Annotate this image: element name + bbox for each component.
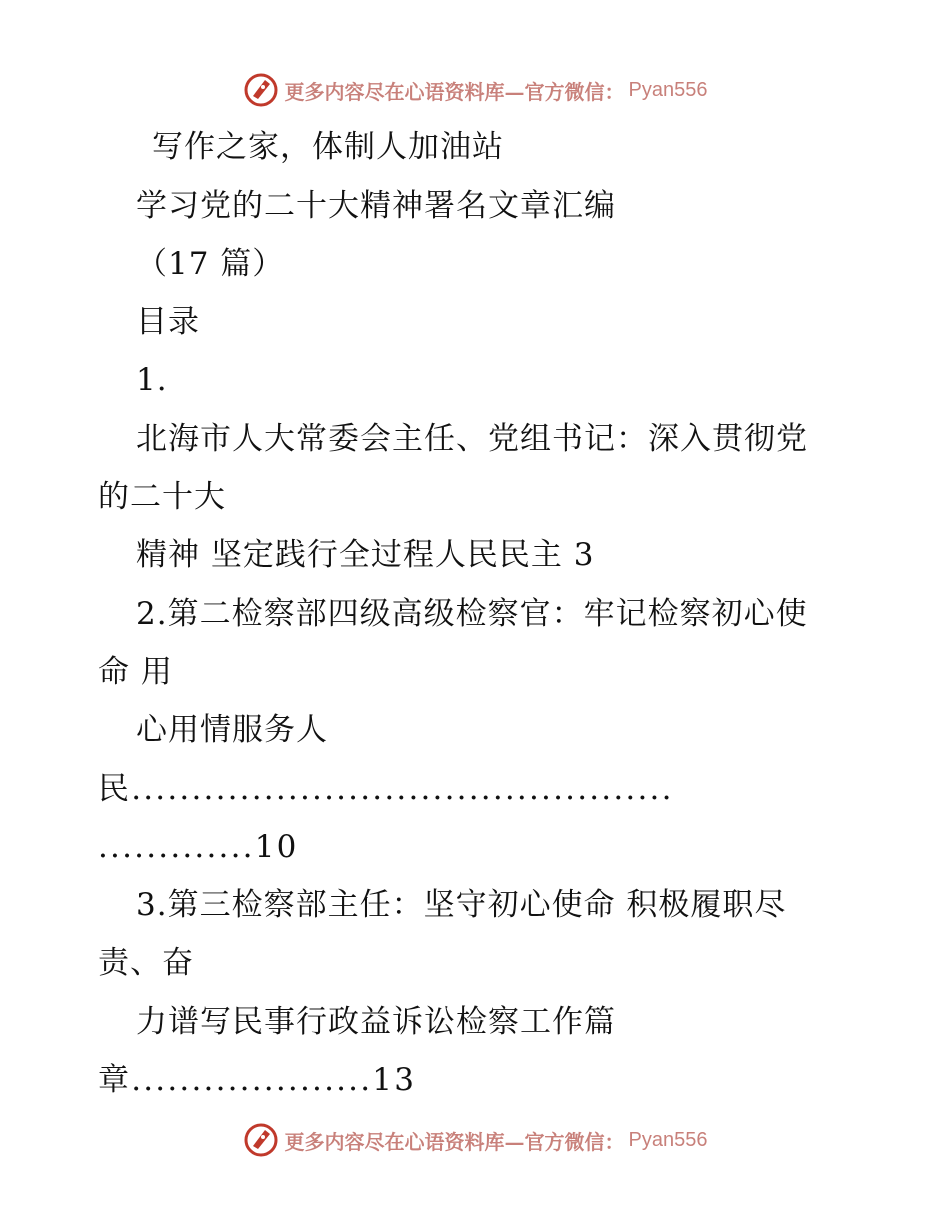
toc-entry-1-line2: 的二十大: [98, 479, 226, 515]
watermark-text: 更多内容尽在心语资料库—官方微信：: [284, 1129, 625, 1154]
toc-entry-2-line3: 心用情服务人: [136, 712, 328, 748]
toc-entry-3-line1: 3.第三检察部主任：坚守初心使命 积极履职尽: [136, 887, 787, 923]
watermark-id: Pyan556: [628, 78, 708, 101]
toc-entry-2-line1: 2.第二检察部四级高级检察官：牢记检察初心使: [136, 596, 808, 632]
toc-entry-2-line2: 命 用: [98, 654, 173, 690]
toc-heading: 目录: [136, 304, 200, 340]
watermark-banner-bottom: [0, 1120, 950, 1160]
toc-entry-1-line3: 精神 坚定践行全过程人民民主 3: [136, 537, 595, 573]
toc-entry-2-line5: .............10: [98, 829, 299, 865]
header-line: 写作之家，体制人加油站: [152, 129, 504, 165]
document-title: 学习党的二十大精神署名文章汇编: [136, 188, 616, 224]
toc-entry-3-line4: 章....................13: [98, 1062, 417, 1098]
toc-entry-3-line2: 责、奋: [98, 945, 194, 981]
pen-nib-logo-icon: [243, 1122, 279, 1158]
toc-entry-1-number: 1.: [136, 362, 168, 398]
watermark-banner-top: [0, 70, 950, 110]
toc-entry-3-line3: 力谱写民事行政益诉讼检察工作篇: [136, 1004, 616, 1040]
pen-nib-logo-icon: [243, 72, 279, 108]
toc-entry-1-line1: 北海市人大常委会主任、党组书记：深入贯彻党: [136, 421, 808, 457]
watermark-text: 更多内容尽在心语资料库—官方微信：: [284, 79, 625, 104]
article-count: （17 篇）: [136, 246, 285, 282]
toc-entry-2-line4: 民.............................................: [98, 771, 674, 807]
watermark-id: Pyan556: [628, 1128, 708, 1151]
